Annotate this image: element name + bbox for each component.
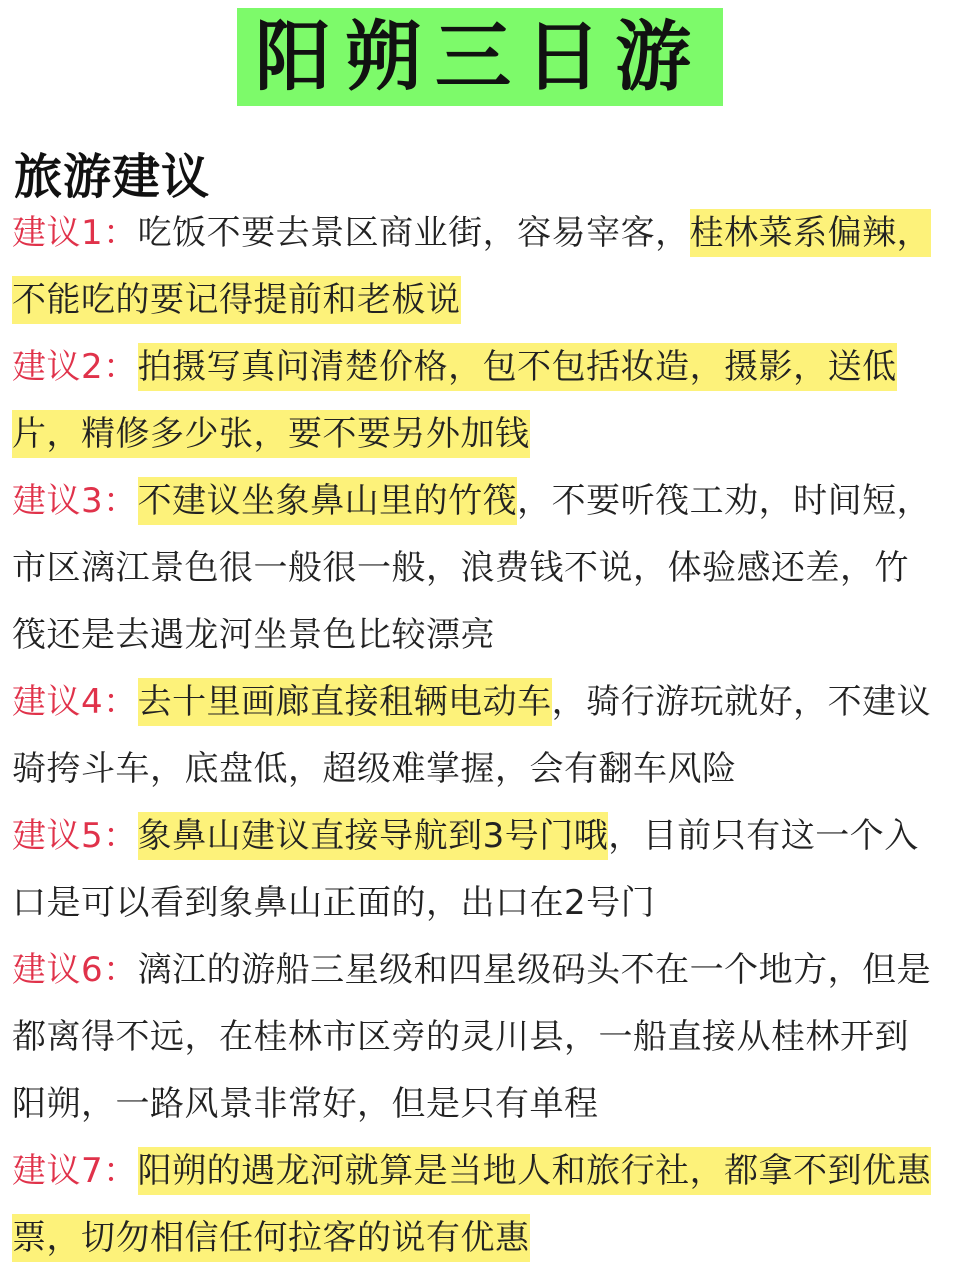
- tip-highlight: 不建议坐象鼻山里的竹筏: [138, 477, 518, 525]
- tip-label: 建议5：: [12, 816, 138, 856]
- tip-text: 漓江的游船三星级和四星级码头不在一个地方，但是都离得不远，在桂林市区旁的灵川县，一船直接从桂林开到阳朔，一路风景非常好，但是只有单程: [12, 950, 932, 1124]
- page-title: 阳朔三日游: [237, 8, 723, 106]
- tip-2: [12, 334, 942, 468]
- tip-7: [12, 1138, 942, 1272]
- tip-highlight: 阳朔的遇龙河就算是当地人和旅行社，都拿不到优惠票，切勿相信任何拉客的说有优惠: [12, 1147, 931, 1262]
- section-heading: 旅游建议: [14, 149, 211, 205]
- tip-5: [12, 803, 942, 937]
- tip-text-after: ，不要听筏工劝，时间短，市区漓江景色很一般很一般，浪费钱不说，体验感还差，竹筏还是去遇龙河坐景色比较漂亮: [12, 481, 932, 655]
- tip-4: [12, 669, 942, 803]
- tip-label: 建议1：: [12, 213, 138, 253]
- tip-6: [12, 937, 942, 1138]
- tip-text-after: ，目前只有这一个入口是可以看到象鼻山正面的，出口在2号门: [12, 816, 919, 923]
- tip-label: 建议7：: [12, 1151, 138, 1191]
- tip-highlight: 拍摄写真问清楚价格，包不包括妆造，摄影，送低片，精修多少张，要不要另外加钱: [12, 343, 897, 458]
- tips-list: [12, 200, 942, 1272]
- tip-highlight: 桂林菜系偏辣，不能吃的要记得提前和老板说: [12, 209, 931, 324]
- tip-text-after: ，骑行游玩就好，不建议骑挎斗车，底盘低，超级难掌握，会有翻车风险: [12, 682, 932, 789]
- tip-label: 建议2：: [12, 347, 138, 387]
- tip-highlight: 去十里画廊直接租辆电动车: [138, 678, 552, 726]
- tip-label: 建议3：: [12, 481, 138, 521]
- tip-text: 吃饭不要去景区商业街，容易宰客，: [137, 213, 690, 253]
- tip-3: [12, 468, 942, 669]
- tip-highlight: 象鼻山建议直接导航到3号门哦: [138, 812, 609, 860]
- title-banner: [0, 8, 960, 106]
- tip-label: 建议4：: [12, 682, 138, 722]
- tip-1: [12, 200, 942, 334]
- tip-label: 建议6：: [12, 950, 138, 990]
